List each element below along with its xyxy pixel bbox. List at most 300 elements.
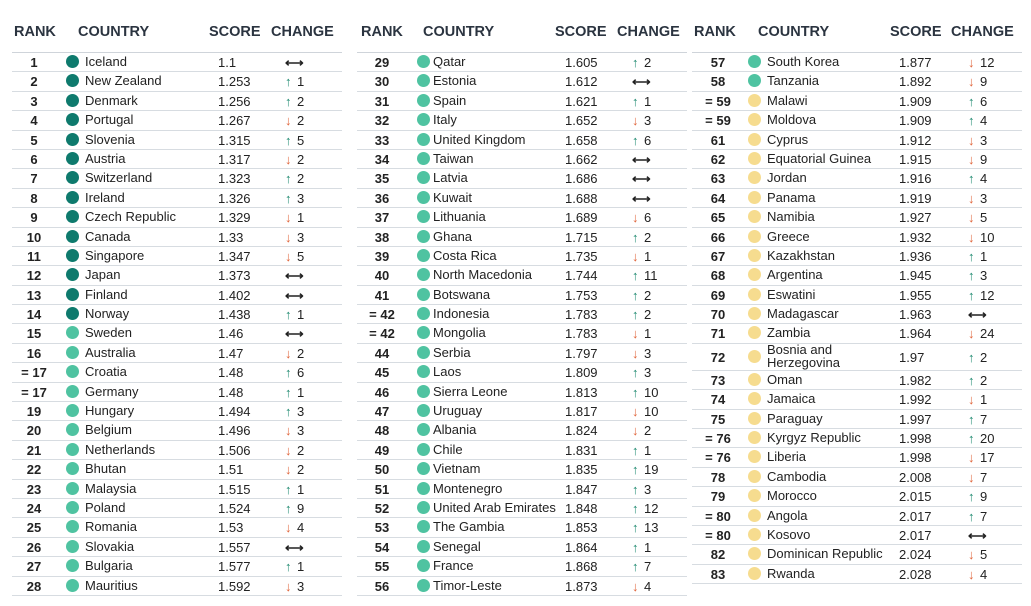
arrow-left-right-icon: ⟷ <box>632 190 651 206</box>
table-row <box>12 111 342 130</box>
arrow-down-icon: ↓ <box>968 151 975 167</box>
peace-level-dot-icon <box>66 423 79 436</box>
rank-cell: 82 <box>710 547 726 563</box>
score-cell: 1.864 <box>565 539 598 555</box>
rank-cell: 67 <box>710 248 726 264</box>
peace-level-dot-icon <box>66 55 79 68</box>
change-cell <box>632 385 658 400</box>
country-cell: Portugal <box>85 112 134 128</box>
change-value: 1 <box>644 326 652 342</box>
country-cell: Slovakia <box>85 538 135 554</box>
rank-cell: 48 <box>374 423 390 439</box>
change-value: 1 <box>644 539 652 555</box>
country-cell: Senegal <box>433 538 481 554</box>
score-cell: 1.715 <box>565 229 598 245</box>
country-cell: Dominican Republic <box>767 546 883 562</box>
table-row <box>357 480 687 499</box>
peace-level-dot-icon <box>417 501 430 514</box>
arrow-down-icon: ↓ <box>632 326 639 342</box>
score-cell: 1.753 <box>565 287 598 303</box>
score-cell: 1.916 <box>899 171 932 187</box>
table-row <box>692 448 1022 467</box>
arrow-up-icon: ↑ <box>632 55 639 70</box>
score-cell: 1.927 <box>899 210 932 226</box>
change-cell <box>285 346 304 361</box>
peace-level-dot-icon <box>66 365 79 378</box>
country-cell: Botswana <box>433 286 491 302</box>
peace-level-dot-icon <box>748 191 761 204</box>
change-value: 1 <box>297 481 305 497</box>
table-column-3 <box>692 18 1022 584</box>
table-row <box>357 169 687 188</box>
change-value: 3 <box>980 190 988 206</box>
country-cell: Timor-Leste <box>433 577 502 593</box>
peace-level-dot-icon <box>748 412 761 425</box>
rank-cell: 36 <box>374 190 390 206</box>
score-cell: 1.835 <box>565 462 598 478</box>
table-row <box>12 460 342 479</box>
change-value: 2 <box>297 171 305 187</box>
country-cell: Bulgaria <box>85 558 133 574</box>
arrow-up-icon: ↑ <box>632 365 639 381</box>
rank-cell: 57 <box>710 55 726 70</box>
country-cell: Spain <box>433 92 467 108</box>
country-cell: Taiwan <box>433 150 474 166</box>
change-value: 3 <box>297 423 305 439</box>
score-cell: 1.253 <box>218 74 251 90</box>
change-value: 12 <box>644 500 659 516</box>
change-cell <box>968 450 994 465</box>
peace-level-dot-icon <box>417 191 430 204</box>
score-cell: 1.323 <box>218 171 251 187</box>
arrow-up-icon: ↑ <box>285 190 292 206</box>
table-row <box>12 324 342 343</box>
table-row <box>357 150 687 169</box>
country-cell: Sierra Leone <box>433 383 508 399</box>
table-row <box>692 228 1022 247</box>
header-score: SCORE <box>555 24 607 40</box>
header-country: COUNTRY <box>423 24 495 40</box>
country-cell: Hungary <box>85 403 135 419</box>
change-value: 1 <box>297 307 305 323</box>
country-cell: Lithuania <box>433 209 486 225</box>
score-cell: 1.605 <box>565 55 598 70</box>
change-value: 6 <box>644 210 652 226</box>
table-header <box>357 18 687 53</box>
score-cell: 2.024 <box>899 547 932 563</box>
arrow-down-icon: ↓ <box>285 578 292 594</box>
rank-cell: 70 <box>710 307 726 323</box>
score-cell: 1.868 <box>565 559 598 575</box>
table-row <box>12 189 342 208</box>
change-cell <box>632 520 658 535</box>
arrow-down-icon: ↓ <box>968 74 975 90</box>
arrow-up-icon: ↑ <box>632 132 639 148</box>
country-cell: Australia <box>85 344 136 360</box>
country-cell: North Macedonia <box>433 267 532 283</box>
peace-level-dot-icon <box>748 547 761 560</box>
country-cell: Eswatini <box>767 286 816 302</box>
header-country: COUNTRY <box>758 24 830 40</box>
arrow-down-icon: ↓ <box>285 248 292 264</box>
peace-level-dot-icon <box>417 307 430 320</box>
country-cell: Moldova <box>767 112 817 128</box>
change-cell <box>285 385 304 400</box>
change-cell <box>632 151 651 168</box>
arrow-down-icon: ↓ <box>285 113 292 129</box>
score-cell: 1.326 <box>218 190 251 206</box>
arrow-left-right-icon: ⟷ <box>632 151 651 167</box>
score-cell: 1.809 <box>565 365 598 381</box>
change-value: 2 <box>297 93 305 109</box>
arrow-down-icon: ↓ <box>632 578 639 594</box>
peace-level-dot-icon <box>66 404 79 417</box>
change-value: 4 <box>980 566 988 582</box>
rank-cell: 12 <box>26 268 42 284</box>
change-value: 2 <box>644 423 652 439</box>
peace-level-dot-icon <box>66 346 79 359</box>
score-cell: 1.912 <box>899 132 932 148</box>
score-cell: 1.47 <box>218 345 244 361</box>
change-cell <box>285 191 304 206</box>
change-cell <box>285 404 304 419</box>
country-cell: Montenegro <box>433 480 503 496</box>
rank-cell: 4 <box>30 113 38 129</box>
country-cell: Malawi <box>767 92 808 108</box>
arrow-down-icon: ↓ <box>968 547 975 563</box>
change-value: 9 <box>980 74 988 90</box>
rank-cell: 72 <box>710 349 726 365</box>
arrow-up-icon: ↑ <box>285 171 292 187</box>
score-cell: 1.658 <box>565 132 598 148</box>
table-row <box>357 499 687 518</box>
arrow-down-icon: ↓ <box>968 210 975 226</box>
change-cell <box>285 520 304 535</box>
change-cell <box>968 210 987 225</box>
table-row <box>12 557 342 576</box>
arrow-up-icon: ↑ <box>632 268 639 284</box>
arrow-up-icon: ↑ <box>968 248 975 264</box>
table-row <box>357 363 687 382</box>
rank-cell: 14 <box>26 307 42 323</box>
change-value: 2 <box>297 462 305 478</box>
table-row <box>357 131 687 150</box>
country-cell: Equatorial Guinea <box>767 150 872 166</box>
change-value: 4 <box>644 578 652 594</box>
arrow-down-icon: ↓ <box>632 248 639 264</box>
change-cell <box>285 287 304 304</box>
rank-cell: 16 <box>26 345 42 361</box>
score-cell: 1.315 <box>218 132 251 148</box>
score-cell: 1.515 <box>218 481 251 497</box>
country-cell: Finland <box>85 286 128 302</box>
peace-level-dot-icon <box>417 520 430 533</box>
country-cell: Liberia <box>767 449 807 465</box>
country-cell: Cyprus <box>767 131 809 147</box>
country-cell: Serbia <box>433 344 471 360</box>
peace-level-dot-icon <box>417 579 430 592</box>
arrow-up-icon: ↑ <box>968 171 975 187</box>
change-value: 12 <box>980 287 995 303</box>
arrow-down-icon: ↓ <box>968 469 975 485</box>
table-row <box>692 371 1022 390</box>
table-row <box>357 538 687 557</box>
rank-cell: = 76 <box>705 450 731 466</box>
header-change: CHANGE <box>271 24 334 40</box>
arrow-up-icon: ↑ <box>632 442 639 458</box>
rank-cell: = 17 <box>21 384 47 400</box>
rank-cell: 25 <box>26 520 42 536</box>
arrow-up-icon: ↑ <box>285 307 292 323</box>
change-cell <box>968 392 987 407</box>
score-cell: 1.329 <box>218 210 251 226</box>
table-row <box>692 545 1022 564</box>
rank-cell: 54 <box>374 539 390 555</box>
score-cell: 1.496 <box>218 423 251 439</box>
table-row <box>357 189 687 208</box>
change-value: 5 <box>980 210 988 226</box>
peace-level-dot-icon <box>417 210 430 223</box>
peace-level-dot-icon <box>66 462 79 475</box>
table-row <box>357 53 687 72</box>
table-row <box>357 286 687 305</box>
change-cell <box>968 288 994 303</box>
country-cell: Croatia <box>85 364 127 380</box>
table-row <box>692 169 1022 188</box>
peace-level-dot-icon <box>417 346 430 359</box>
change-cell <box>968 509 987 524</box>
arrow-down-icon: ↓ <box>285 210 292 226</box>
arrow-down-icon: ↓ <box>632 423 639 439</box>
peace-level-dot-icon <box>417 365 430 378</box>
country-cell: The Gambia <box>433 519 505 535</box>
change-cell <box>285 365 304 380</box>
change-cell <box>285 579 304 594</box>
arrow-up-icon: ↑ <box>632 384 639 400</box>
score-cell: 1.847 <box>565 481 598 497</box>
peace-level-dot-icon <box>748 113 761 126</box>
rank-cell: 44 <box>374 345 390 361</box>
score-cell: 1.689 <box>565 210 598 226</box>
change-cell <box>968 527 987 544</box>
peace-level-dot-icon <box>748 230 761 243</box>
change-cell <box>968 191 987 206</box>
table-row <box>357 305 687 324</box>
score-cell: 2.017 <box>899 527 932 543</box>
change-value: 10 <box>644 384 659 400</box>
change-cell <box>968 249 987 264</box>
arrow-down-icon: ↓ <box>285 442 292 458</box>
change-cell <box>632 559 651 574</box>
arrow-up-icon: ↑ <box>632 481 639 497</box>
score-cell: 1.877 <box>899 55 932 70</box>
country-cell: Denmark <box>85 92 138 108</box>
peace-level-dot-icon <box>417 113 430 126</box>
change-value: 2 <box>980 349 988 365</box>
country-cell: Belgium <box>85 422 132 438</box>
arrow-down-icon: ↓ <box>968 326 975 342</box>
arrow-up-icon: ↑ <box>968 268 975 284</box>
score-cell: 1.317 <box>218 151 251 167</box>
peace-level-dot-icon <box>748 171 761 184</box>
table-row <box>692 390 1022 409</box>
rank-cell: 74 <box>710 392 726 408</box>
rank-cell: 28 <box>26 578 42 594</box>
rank-cell: 79 <box>710 489 726 505</box>
change-cell <box>285 113 304 128</box>
rank-cell: 6 <box>30 151 38 167</box>
change-value: 2 <box>644 307 652 323</box>
change-value: 6 <box>644 132 652 148</box>
rank-cell: 53 <box>374 520 390 536</box>
change-value: 2 <box>644 55 652 70</box>
rank-cell: 56 <box>374 578 390 594</box>
country-cell: Cambodia <box>767 468 827 484</box>
arrow-down-icon: ↓ <box>632 345 639 361</box>
change-value: 17 <box>980 450 995 466</box>
change-cell <box>632 288 651 303</box>
country-cell: Uruguay <box>433 403 483 419</box>
rank-cell: 69 <box>710 287 726 303</box>
score-cell: 1.506 <box>218 442 251 458</box>
change-value: 5 <box>980 547 988 563</box>
peace-level-dot-icon <box>748 567 761 580</box>
rank-cell: 78 <box>710 469 726 485</box>
score-cell: 1.892 <box>899 74 932 90</box>
change-cell <box>285 443 304 458</box>
change-value: 10 <box>980 229 995 245</box>
arrow-up-icon: ↑ <box>632 93 639 109</box>
change-cell <box>285 501 304 516</box>
change-value: 19 <box>644 462 659 478</box>
change-cell <box>285 539 304 556</box>
score-cell: 1.945 <box>899 268 932 284</box>
table-row <box>357 228 687 247</box>
score-cell: 1.662 <box>565 151 598 167</box>
table-row <box>12 208 342 227</box>
change-value: 24 <box>980 326 995 342</box>
arrow-down-icon: ↓ <box>285 520 292 536</box>
arrow-down-icon: ↓ <box>285 229 292 245</box>
score-cell: 1.256 <box>218 93 251 109</box>
country-cell: Paraguay <box>767 410 823 426</box>
change-value: 2 <box>297 151 305 167</box>
peace-level-dot-icon <box>417 423 430 436</box>
change-value: 2 <box>980 372 988 388</box>
country-cell: Romania <box>85 519 138 535</box>
change-cell <box>968 567 987 582</box>
rank-cell: = 42 <box>369 307 395 323</box>
score-cell: 1.612 <box>565 74 598 90</box>
peace-level-dot-icon <box>748 528 761 541</box>
peace-level-dot-icon <box>748 392 761 405</box>
rank-cell: 31 <box>374 93 390 109</box>
score-cell: 1.909 <box>899 93 932 109</box>
table-row <box>357 92 687 111</box>
score-cell: 1.51 <box>218 462 244 478</box>
arrow-up-icon: ↑ <box>632 287 639 303</box>
country-cell: Angola <box>767 507 808 523</box>
arrow-down-icon: ↓ <box>968 229 975 245</box>
arrow-up-icon: ↑ <box>632 539 639 555</box>
rank-cell: 13 <box>26 287 42 303</box>
table-row <box>692 131 1022 150</box>
table-row <box>692 208 1022 227</box>
table-row <box>12 266 342 285</box>
rank-cell: 8 <box>30 190 38 206</box>
change-value: 7 <box>980 469 988 485</box>
score-cell: 1.48 <box>218 384 244 400</box>
table-row <box>12 538 342 557</box>
change-value: 12 <box>980 55 995 70</box>
change-cell <box>632 113 651 128</box>
table-row <box>357 518 687 537</box>
arrow-down-icon: ↓ <box>632 404 639 420</box>
table-row <box>692 526 1022 545</box>
peace-level-dot-icon <box>748 55 761 68</box>
table-row <box>692 189 1022 208</box>
country-cell: South Korea <box>767 54 840 69</box>
rank-cell: 50 <box>374 462 390 478</box>
score-cell: 1.955 <box>899 287 932 303</box>
peace-level-dot-icon <box>417 171 430 184</box>
score-cell: 1.982 <box>899 372 932 388</box>
table-row <box>12 499 342 518</box>
table-row <box>12 577 342 596</box>
change-cell <box>285 326 304 342</box>
country-cell: Costa Rica <box>433 247 497 263</box>
change-cell <box>968 55 994 70</box>
peace-level-dot-icon <box>66 520 79 533</box>
table-row <box>357 421 687 440</box>
table-row <box>692 92 1022 111</box>
country-cell: Japan <box>85 267 121 283</box>
country-cell: Panama <box>767 189 816 205</box>
rank-cell: 30 <box>374 74 390 90</box>
table-row <box>12 480 342 499</box>
arrow-left-right-icon: ⟷ <box>285 326 304 342</box>
change-value: 1 <box>980 392 988 408</box>
score-cell: 1.915 <box>899 151 932 167</box>
change-cell <box>632 346 651 361</box>
country-cell: Mongolia <box>433 325 486 341</box>
change-cell <box>285 307 304 322</box>
country-cell: Latvia <box>433 170 468 186</box>
change-value: 3 <box>980 132 988 148</box>
change-cell <box>632 423 651 438</box>
change-value: 2 <box>297 113 305 129</box>
rank-cell: 41 <box>374 287 390 303</box>
table-row <box>692 286 1022 305</box>
table-row <box>12 92 342 111</box>
peace-level-dot-icon <box>66 210 79 223</box>
table-row <box>692 341 1022 371</box>
country-cell: Mauritius <box>85 577 138 593</box>
change-value: 9 <box>980 151 988 167</box>
arrow-up-icon: ↑ <box>632 559 639 575</box>
arrow-down-icon: ↓ <box>632 210 639 226</box>
change-value: 1 <box>644 93 652 109</box>
change-value: 7 <box>980 508 988 524</box>
peace-level-dot-icon <box>66 307 79 320</box>
change-value: 3 <box>297 578 305 594</box>
arrow-down-icon: ↓ <box>285 462 292 478</box>
rank-cell: 68 <box>710 268 726 284</box>
country-cell: Jordan <box>767 170 807 186</box>
change-value: 4 <box>980 113 988 129</box>
change-value: 3 <box>644 113 652 129</box>
table-row <box>357 72 687 91</box>
